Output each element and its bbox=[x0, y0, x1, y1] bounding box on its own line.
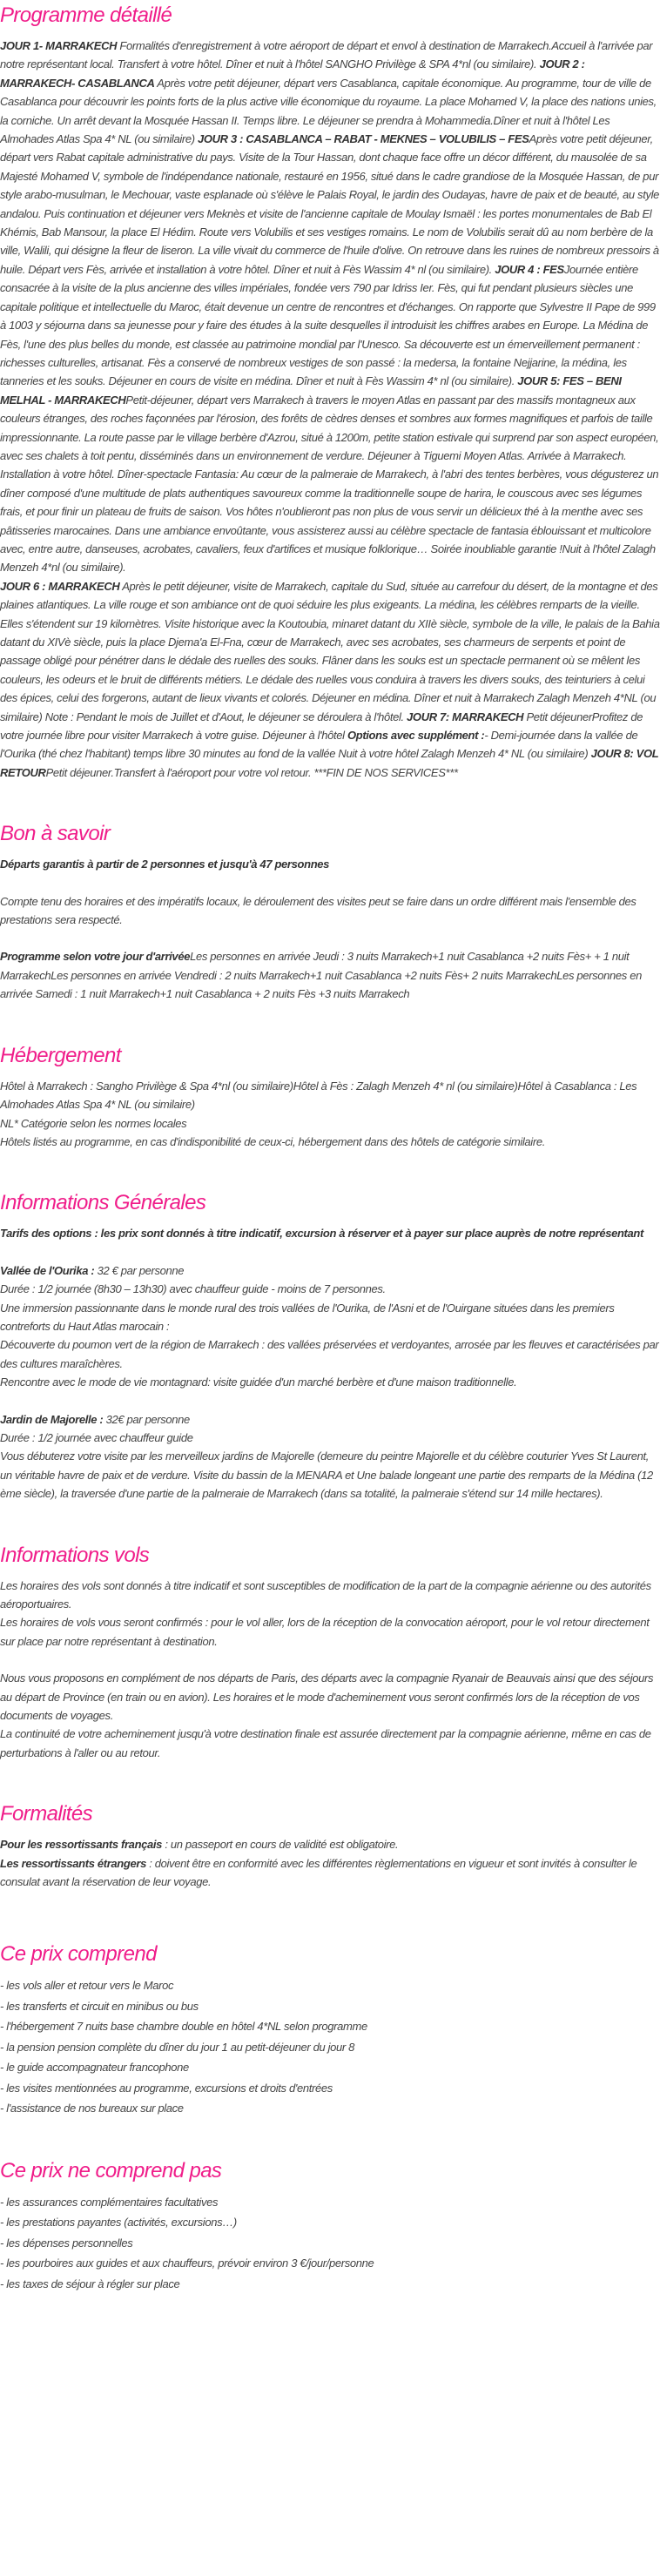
day-7-label: JOUR 7: MARRAKECH bbox=[407, 710, 524, 723]
day-2-text: Après votre petit déjeuner, départ vers Casablanca, capitale économique. Au programme, tour de ville de Casablanca pour découvrir les points forts de la plus active ville économique du royaume. La place Mohamed V, la place des nations unies, la corniche. Un arrêt devant la Mosquée Hassan II. Temps libre. Le déjeuner se prendra à Mohammedia.Dîner et nuit à l'hôtel Les Almohades Atlas Spa 4* NL (ou similaire) bbox=[0, 76, 657, 146]
formalites-etrangers bbox=[0, 1854, 660, 1892]
day-1-text: Formalités d'enregistrement à votre aéroport de départ et envol à destination de Marrakech.Accueil à l'arrivée par notre représentant local. Transfert à votre hôtel. Dîner et nuit à l'hôtel SANGHO Privilège & SPA 4*nl (ou similaire). bbox=[0, 39, 653, 71]
list-item: - les taxes de séjour à régler sur place bbox=[0, 2277, 180, 2290]
programme-text-cont bbox=[0, 577, 660, 782]
ourika-rencontre: Rencontre avec le mode de vie montagnard: visite guidée d'un marché berbère et d'une maison traditionnelle. bbox=[0, 1375, 517, 1389]
etrangers-label: Les ressortissants étrangers bbox=[0, 1856, 146, 1870]
etrangers-text: : doivent être en conformité avec les différentes règlementations en vigueur et sont invités à consulter le consulat avant la réservation de leur voyage. bbox=[0, 1856, 637, 1889]
options-label: Options avec supplément : bbox=[347, 729, 485, 743]
day-5-label: JOUR 5: FES – BENI MELHAL - MARRAKECH bbox=[0, 374, 622, 407]
day-8-text: Petit déjeuner.Transfert à l'aéroport pour votre vol retour. ***FIN DE NOS SERVICES*** bbox=[45, 765, 458, 779]
day-6-label: JOUR 6 : MARRAKECH bbox=[0, 579, 120, 593]
majorelle-price bbox=[0, 1410, 660, 1429]
list-item: - le guide accompagnateur francophone bbox=[0, 2061, 189, 2075]
day-2-label: JOUR 2 : MARRAKECH- CASABLANCA bbox=[0, 57, 585, 90]
majorelle-price-text: 32€ par personne bbox=[103, 1412, 190, 1426]
section-infos-vols bbox=[0, 1540, 660, 1763]
majorelle-label: Jardin de Majorelle : bbox=[0, 1412, 104, 1426]
list-item: - les vols aller et retour vers le Maroc bbox=[0, 1979, 174, 1993]
day-8-label: JOUR 8: VOL RETOUR bbox=[0, 747, 659, 779]
list-item: - les assurances complémentaires facultatives bbox=[0, 2195, 219, 2209]
majorelle-description: Vous débuterez votre visite par les merveilleux jardins de Majorelle (demeure du peintre Majorelle et du célèbre couturier Yves St Laurent, un véritable havre de paix et de verdure. Visite du bassin de la MENARA et Une balade longeant une partie des remparts de la Médina (12 ème siècle), la traversée d'une partie de la palmeraie de Marrakech (dans sa totalité, la palmeraie s'étend sur 14 mille hectares). bbox=[0, 1449, 653, 1501]
day-5-text: Petit-déjeuner, départ vers Marrakech à travers le moyen Atlas en passant par des massifs montagneux aux couleurs étranges, des roches façonnées par l'érosion, des forêts de cèdres denses et sombres aux formes magnifiques et parfois de taille impressionnante. La route passe par le village berbère d'Azrou, situé à 1200m, petite station estivale qui surprend par son aspect européen, avec ses chalets à toit pentu, disséminés dans un environnement de verdure. Déjeuner à Tiguemi Moyen Atlas. Arrivée à Marrakech. Installation à votre hôtel. Dîner-spectacle Fantasia: Au cœur de la palmeraie de Marrakech, à l'abri des tentes berbères, vous dégusterez un dîner composé d'une multitude de plats authentiques savoureux comme la traditionnelle soupe de harira, le couscous avec ses légumes frais, et pour finir un plateau de fruits de saison. Vos hôtes n'oublieront pas non plus de vous servir un délicieux thé à la menthe avec ses pâtisseries marocaines. Dans une ambiance envoûtante, vous assisterez aussi au célèbre spectacle de fantasia éblouissant et multicolore avec, entre autre, danseuses, acrobates, cavaliers, feux d'artifices et musique folklorique… Soirée inoubliable garantie !Nuit à l'hôtel Zalagh Menzeh 4*nl (ou similaire). bbox=[0, 393, 659, 575]
formalites-francais bbox=[0, 1835, 660, 1853]
programme-arrivee-label: Programme selon votre jour d'arrivée bbox=[0, 950, 191, 964]
ourika-price-text: 32 € par personne bbox=[94, 1263, 185, 1277]
vols-horaires-confirmes: Les horaires de vols vous seront confirmés : pour le vol aller, lors de la réception de la convocation aéroport, pour le vol retour directement sur place par notre représentant à destination. bbox=[0, 1616, 650, 1648]
ourika-label: Vallée de l'Ourika : bbox=[0, 1263, 95, 1277]
list-item: - les pourboires aux guides et aux chauffeurs, prévoir environ 3 €/jour/personne bbox=[0, 2257, 374, 2270]
day-6-text: Après le petit déjeuner, visite de Marrakech, capitale du Sud, située au carrefour du désert, de la montagne et des plaines atlantiques. La ville rouge et son ambiance ont de quoi séduire les plus exigeants. La médina, les célèbres remparts de la vieille. Elles s'étendent sur 19 kilomètres. Visite historique avec la Koutoubia, minaret datant du XIIè siècle, symbole de la ville, le palais de la Bahia datant du XIVè siècle, puis la place Djema'a El-Fna, cœur de Marrakech, avec ses acrobates, ses charmeurs de serpents et point de passage obligé pour pénétrer dans le dédale des ruelles des souks. Flâner dans les souks est un spectacle permanent où se mêlent les couleurs, les odeurs et le bruit de différents métiers. Le dédale des ruelles vous conduira à travers les divers souks, des teinturiers à celui des épices, celui des forgerons, autant de lieux vivants et colorés. Déjeuner en médina. Dîner et nuit à Marrakech Zalagh Menzeh 4*NL (ou similaire) Note : Pendant le mois de Juillet et d'Aout, le déjeuner se déroulera à l'hôtel. bbox=[0, 579, 660, 723]
section-title-formalites: Formalités bbox=[0, 1802, 93, 1826]
section-title-prix-ne-comprend-pas: Ce prix ne comprend pas bbox=[0, 2158, 222, 2183]
list-item: - les transferts et circuit en minibus ou bus bbox=[0, 1999, 199, 2013]
day-4-label: JOUR 4 : FES bbox=[495, 262, 564, 276]
list-item: - la pension pension complète du dîner du jour 1 au petit-déjeuner du jour 8 bbox=[0, 2040, 355, 2054]
vols-continuite: La continuité de votre acheminement jusqu'à votre destination finale est assurée directement par la compagnie aérienne, même en cas de perturbations à l'aller ou au retour. bbox=[0, 1727, 651, 1759]
list-item: - l'hébergement 7 nuits base chambre double en hôtel 4*NL selon programme bbox=[0, 2020, 367, 2034]
hebergement-nl-note: NL* Catégorie selon les normes locales bbox=[0, 1116, 187, 1130]
programme-arrivee bbox=[0, 947, 660, 1003]
francais-text: : un passeport en cours de validité est obligatoire. bbox=[162, 1838, 399, 1852]
list-item: - les visites mentionnées au programme, excursions et droits d'entrées bbox=[0, 2081, 333, 2095]
section-title-infos-generales: Informations Générales bbox=[0, 1191, 206, 1215]
programme-text bbox=[0, 37, 660, 577]
tarifs-options bbox=[0, 1224, 660, 1242]
list-item: - l'assistance de nos bureaux sur place bbox=[0, 2102, 184, 2115]
section-prix-comprend bbox=[0, 1939, 660, 2119]
ourika-decouverte: Découverte du poumon vert de la région de Marrakech : des vallées préservées et verdoyantes, arrosée par les fleuves et caractérisées par des cultures maraîchères. bbox=[0, 1338, 659, 1370]
programme-arrivee-text: Les personnes en arrivée Jeudi : 3 nuits Marrakech+1 nuit Casablanca +2 nuits Fès+ + 1 nuit MarrakechLes personnes en arrivée Vendredi : 2 nuits Marrakech+1 nuit Casablanca +2 nuits Fès+ 2 nuits MarrakechLes personnes en arrivée Samedi : 1 nuit Marrakech+1 nuit Casablanca + 2 nuits Fès +3 nuits Marrakech bbox=[0, 950, 642, 1001]
departs-text: Départs garantis à partir de 2 personnes et jusqu'à 47 personnes bbox=[0, 858, 330, 871]
hebergement-hotels: Hôtel à Marrakech : Sangho Privilège & Spa 4*nl (ou similaire)Hôtel à Fès : Zalagh Menzeh 4* nl (ou similaire)Hôtel à Casablanca : Les Almohades Atlas Spa 4* NL (ou similaire) bbox=[0, 1079, 637, 1112]
options-text: - Demi-journée dans la vallée de l'Ourika (thé chez l'habitant) temps libre 30 minutes au fond de la vallée Nuit à votre hôtel Zalagh Menzeh 4* NL (ou similaire) bbox=[0, 729, 638, 761]
section-title-hebergement: Hébergement bbox=[0, 1043, 121, 1067]
list-item: - les dépenses personnelles bbox=[0, 2236, 133, 2250]
section-programme bbox=[0, 0, 660, 782]
section-title-prix-comprend: Ce prix comprend bbox=[0, 1942, 157, 1967]
section-title-programme: Programme détaillé bbox=[0, 3, 172, 27]
departs-garantis bbox=[0, 855, 660, 873]
section-title-bon-a-savoir: Bon à savoir bbox=[0, 822, 111, 846]
hebergement-disclaimer: Hôtels listés au programme, en cas d'indisponibilité de ceux-ci, hébergement dans des hôtels de catégorie similaire. bbox=[0, 1134, 545, 1148]
vols-horaires-indicatifs: Les horaires des vols sont donnés à titre indicatif et sont susceptibles de modification de la part de la compagnie aérienne ou des autorités aéroportuaires. bbox=[0, 1578, 651, 1611]
section-bon-a-savoir bbox=[0, 818, 660, 1003]
section-prix-ne-comprend-pas bbox=[0, 2156, 660, 2295]
section-formalites bbox=[0, 1799, 660, 1891]
day-1-label: JOUR 1- MARRAKECH bbox=[0, 39, 118, 52]
ourika-price bbox=[0, 1261, 660, 1280]
ordre-visites: Compte tenu des horaires et des impératifs locaux, le déroulement des visites peut se faire dans un ordre différent mais l'ensemble des prestations sera respecté. bbox=[0, 894, 636, 927]
prix-comprend-list bbox=[0, 1975, 660, 2119]
prix-ne-comprend-pas-list bbox=[0, 2192, 660, 2295]
section-title-infos-vols: Informations vols bbox=[0, 1543, 150, 1567]
list-item: - les prestations payantes (activités, excursions…) bbox=[0, 2216, 237, 2230]
ourika-immersion: Une immersion passionnante dans le monde rural des trois vallées de l'Ourika, de l'Asni et de l'Ouirgane situées dans les premiers contreforts du Haut Atlas marocain : bbox=[0, 1301, 615, 1333]
majorelle-duree: Durée : 1/2 journée avec chauffeur guide bbox=[0, 1430, 193, 1444]
day-3-label: JOUR 3 : CASABLANCA – RABAT - MEKNES – VOLUBILIS – FES bbox=[197, 132, 529, 146]
francais-label: Pour les ressortissants français bbox=[0, 1838, 163, 1852]
day-7-text: Petit déjeunerProfitez de votre journée libre pour visiter Marrakech à votre guise. Déjeuner à l'hôtel bbox=[0, 710, 643, 743]
day-3-text: Après votre petit déjeuner, départ vers Rabat capitale administrative du pays. Visite de la Tour Hassan, dont chaque face offre un décor différent, du mausolée de sa Majesté Mohamed V, symbole de l'indépendance nationale, restauré en 1956, situé dans le cadre grandiose de la Mosquée Hassan, de pur style arabo-musulman, le Mechouar, vaste esplanade où s'élève le Palais Royal, le jardin des Oudayas, havre de paix et de beauté, au style andalou. Puis continuation et déjeuner vers Meknès et visite de l'ancienne capitale de Moulay Ismaël : les portes monumentales de Bab El Khémis, Bab Mansour, la place El Hédim. Route vers Volubilis et ses vestiges romains. Le nom de Volubilis serait dû au nom berbère de la ville, Walili, qui désigne la fleur de liseron. La ville vivait du commerce de l'huile d'olive. On retrouve dans les ruines de nombreux pressoirs à huile. Départ vers Fès, arrivée et installation à votre hôtel. Dîner et nuit à Fès Wassim 4* nl (ou similaire). bbox=[0, 132, 660, 276]
tarifs-text: Tarifs des options : les prix sont donnés à titre indicatif, excursion à réserver et à payer sur place auprès de notre représentant bbox=[0, 1227, 643, 1241]
ourika-duree: Durée : 1/2 journée (8h30 – 13h30) avec chauffeur guide - moins de 7 personnes. bbox=[0, 1282, 386, 1296]
section-infos-generales bbox=[0, 1187, 660, 1503]
section-hebergement bbox=[0, 1040, 660, 1152]
day-4-text: Journée entière consacrée à la visite de la plus ancienne des villes impériales, fondée vers 790 par Idriss Ier. Fès, qui fut pendant plusieurs siècles une capitale politique et intellectuelle du Maroc, était devenue un centre de rencontres et d'échanges. On rapporte que Sylvestre II Pape de 999 à 1003 y séjourna dans sa jeunesse pour y faire des études à la suite desquelles il introduisit les chiffres arabes en Europe. La Médina de Fès, l'une des plus belles du monde, est classée au patrimoine mondial par l'Unesco. Sa découverte est un émerveillement permanent : richesses culturelles, artisanat. Fès a conservé de nombreux vestiges de son passé : la medersa, la fontaine Nejjarine, la médina, les tanneries et les souks. Déjeuner en cours de visite en médina. Dîner et nuit à Fès Wassim 4* nl (ou similaire). bbox=[0, 262, 656, 388]
vols-departs-complement: Nous vous proposons en complément de nos départs de Paris, des départs avec la compagnie Ryanair de Beauvais ainsi que des séjours au départ de Province (en train ou en avion). Les horaires et le mode d'acheminement vous seront confirmés lors de la réception de vos documents de voyages. bbox=[0, 1671, 654, 1723]
